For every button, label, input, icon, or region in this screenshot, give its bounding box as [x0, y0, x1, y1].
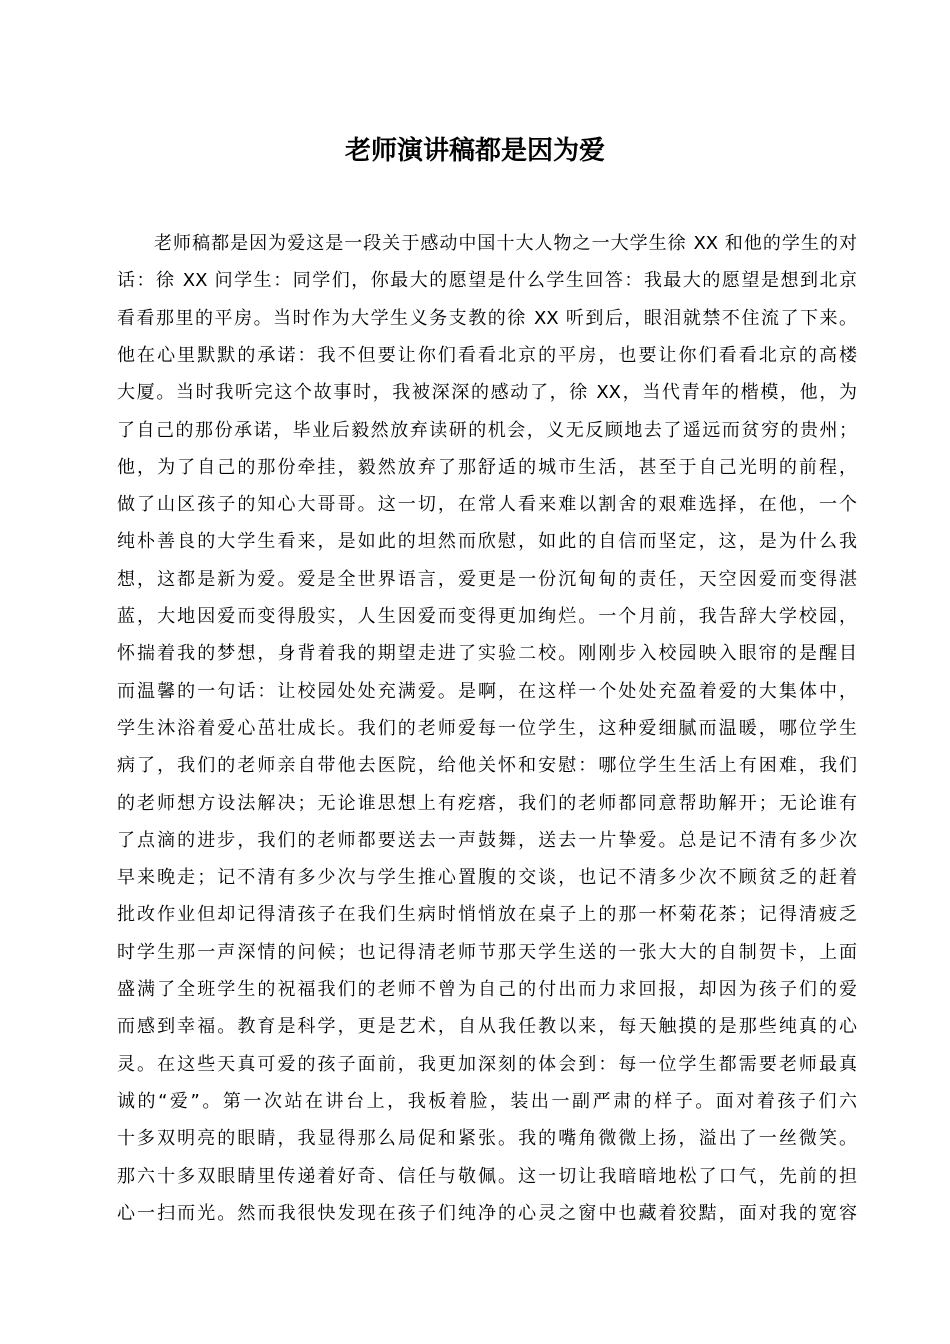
body-line: 病了，我们的老师亲自带他去医院，给他关怀和安慰：哪位学生生活上有困难，我们 — [117, 755, 857, 777]
body-line: 老师稿都是因为爱这是一段关于感动中国十大人物之一大学生徐 XX 和他的学生的对 — [135, 233, 857, 254]
body-line: 他在心里默默的承诺：我不但要让你们看看北京的平房，也要让你们看看北京的高楼 — [117, 344, 857, 366]
body-line: 心一扫而光。然而我很快发现在孩子们纯净的心灵之窗中也藏着狡黠，面对我的宽容 — [117, 1202, 857, 1224]
body-line: 时学生那一声深情的问候；也记得清老师节那天学生送的一张大大的自制贺卡，上面 — [117, 941, 857, 963]
body-line: 话：徐 XX 问学生：同学们，你最大的愿望是什么学生回答：我最大的愿望是想到北京 — [117, 270, 857, 292]
body-line: 灵。在这些天真可爱的孩子面前，我更加深刻的体会到：每一位学生都需要老师最真 — [117, 1053, 857, 1075]
body-line: 诚的“爱”。第一次站在讲台上，我板着脸，装出一副严肃的样子。面对着孩子们六 — [117, 1090, 857, 1112]
body-line: 早来晚走；记不清有多少次与学生推心置腹的交谈，也记不清多少次不顾贫乏的赶着 — [117, 867, 857, 889]
body-line: 他，为了自己的那份牵挂，毅然放弃了那舒适的城市生活，甚至于自己光明的前程， — [117, 456, 857, 478]
body-line: 学生沐浴着爱心茁壮成长。我们的老师爱每一位学生，这种爱细腻而温暖，哪位学生 — [117, 717, 857, 739]
body-line: 大厦。当时我听完这个故事时，我被深深的感动了，徐 XX，当代青年的楷模，他，为 — [117, 382, 857, 404]
body-line: 而感到幸福。教育是科学，更是艺术，自从我任教以来，每天触摸的是那些纯真的心 — [117, 1016, 857, 1038]
body-line: 蓝，大地因爱而变得殷实，人生因爱而变得更加绚烂。一个月前，我告辞大学校园， — [117, 606, 857, 627]
body-line: 那六十多双眼睛里传递着好奇、信任与敬佩。这一切让我暗暗地松了口气，先前的担 — [117, 1165, 857, 1187]
body-line: 看看那里的平房。当时作为大学生义务支教的徐 XX 听到后，眼泪就禁不住流了下来。 — [117, 307, 857, 329]
body-line: 十多双明亮的眼睛，我显得那么局促和紧张。我的嘴角微微上扬，溢出了一丝微笑。 — [117, 1128, 857, 1150]
body-line: 想，这都是新为爱。爱是全世界语言，爱更是一份沉甸甸的责任，天空因爱而变得湛 — [117, 568, 857, 590]
body-line: 了自己的那份承诺，毕业后毅然放弃读研的机会，义无反顾地去了遥远而贫穷的贵州； — [117, 419, 857, 441]
body-line: 纯朴善良的大学生看来，是如此的坦然而欣慰，如此的自信而坚定，这，是为什么我 — [117, 531, 857, 553]
body-line: 了点滴的进步，我们的老师都要送去一声鼓舞，送去一片挚爱。总是记不清有多少次 — [117, 829, 857, 851]
body-line: 而温馨的一句话：让校园处处充满爱。是啊，在这样一个处处充盈着爱的大集体中， — [117, 680, 857, 702]
document-title: 老师演讲稿都是因为爱 — [344, 136, 605, 166]
body-line: 批改作业但却记得清孩子在我们生病时悄悄放在桌子上的那一杯菊花茶；记得清疲乏 — [117, 904, 857, 926]
body-line: 的老师想方设法解决；无论谁思想上有疙瘩，我们的老师都同意帮助解开；无论谁有 — [117, 792, 857, 814]
body-line: 做了山区孩子的知心大哥哥。这一切，在常人看来难以割舍的艰难选择，在他，一个 — [117, 494, 857, 516]
body-line: 怀揣着我的梦想，身背着我的期望走进了实验二校。刚刚步入校园映入眼帘的是醒目 — [117, 643, 857, 665]
body-line: 盛满了全班学生的祝福我们的老师不曾为自己的付出而力求回报，却因为孩子们的爱 — [117, 979, 857, 1000]
